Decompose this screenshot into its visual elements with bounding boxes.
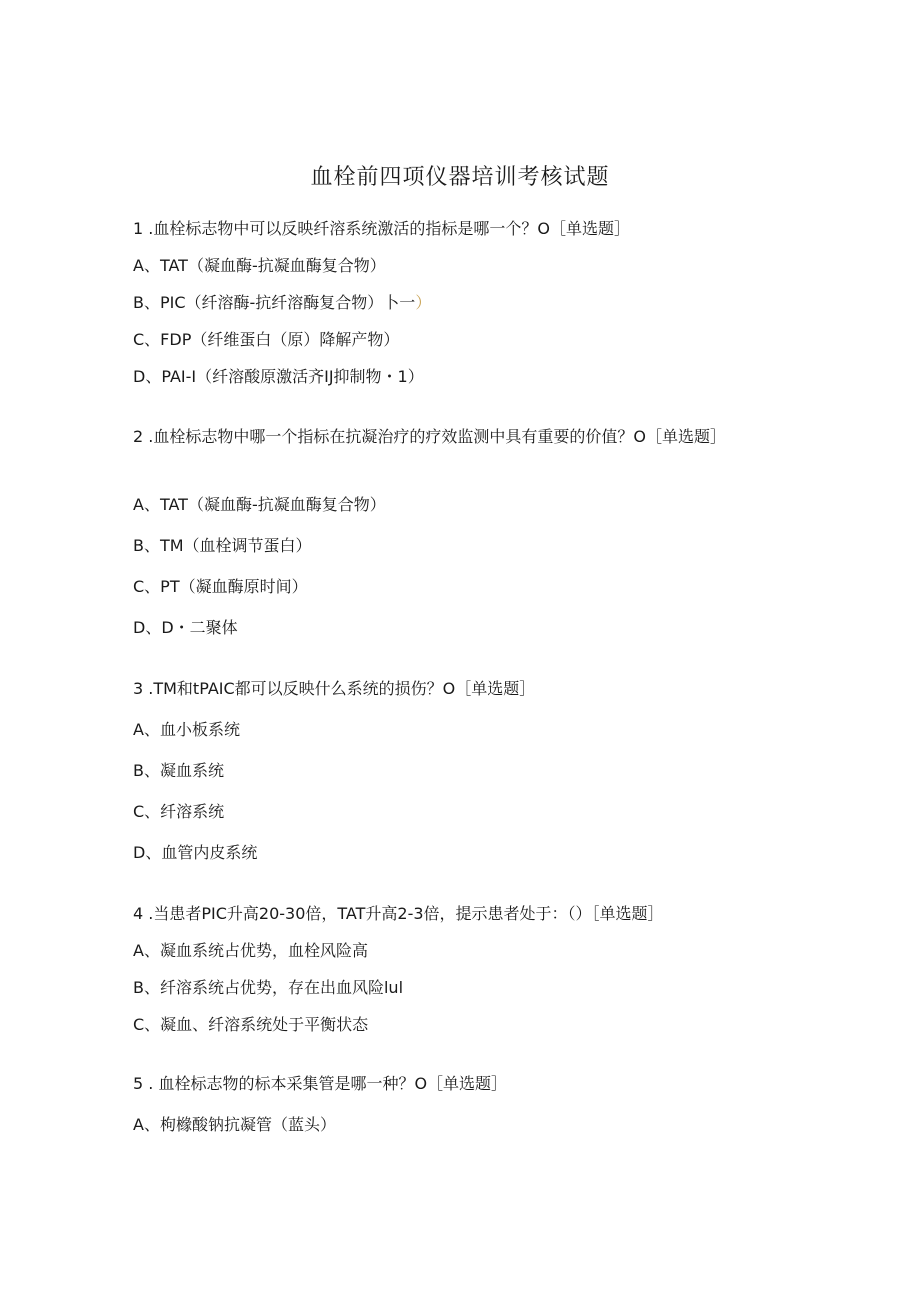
question-3-option-b: B、凝血系统 [133,761,224,780]
question-3-option-a: A、血小板系统 [133,720,240,739]
question-2-option-b: B、TM（血栓调节蛋白） [133,536,312,555]
question-1-option-c: C、FDP（纤维蛋白（原）降解产物） [133,330,400,349]
question-4-stem: 4 .当患者PIC升高20-30倍，TAT升高2-3倍，提示患者处于：（）［单选题］ [133,904,664,923]
question-1-option-d: D、PAI-I（纤溶酸原激活齐IJ抑制物・1） [133,367,424,386]
question-2-option-c: C、PT（凝血酶原时间） [133,577,308,596]
question-3-option-d: D、血管内皮系统 [133,843,258,862]
question-2-stem: 2 .血栓标志物中哪一个指标在抗凝治疗的疗效监测中具有重要的价值？O［单选题］ [133,427,726,446]
page-title: 血栓前四项仪器培训考核试题 [310,165,610,190]
question-2-option-a: A、TAT（凝血酶-抗凝血酶复合物） [133,495,386,514]
question-4-option-a: A、凝血系统占优势，血栓风险高 [133,941,368,960]
question-1-option-b-tail: ）卜一 [367,293,416,312]
question-1-option-b [133,292,431,314]
question-1-stem: 1 .血栓标志物中可以反映纤溶系统激活的指标是哪一个？O［单选题］ [133,219,630,238]
question-2-option-d: D、D・二聚体 [133,618,238,637]
question-3-stem: 3 .TM和tPAIC都可以反映什么系统的损伤？O［单选题］ [133,679,536,698]
question-3-option-c: C、纤溶系统 [133,802,225,821]
question-5-option-a: A、枸橼酸钠抗凝管（蓝头） [133,1115,336,1134]
question-5-stem: 5 . 血栓标志物的标本采集管是哪一种？O［单选题］ [133,1074,508,1093]
question-4-option-c: C、凝血、纤溶系统处于平衡状态 [133,1015,369,1034]
question-1-option-a: A、TAT（凝血酶-抗凝血酶复合物） [133,256,386,275]
question-1-option-b-accent: ） [415,293,432,312]
question-1-option-b-text: B、PIC（纤溶酶-抗纤溶酶复合物 [133,293,368,312]
question-4-option-b: B、纤溶系统占优势，存在出血风险lul [133,978,404,997]
